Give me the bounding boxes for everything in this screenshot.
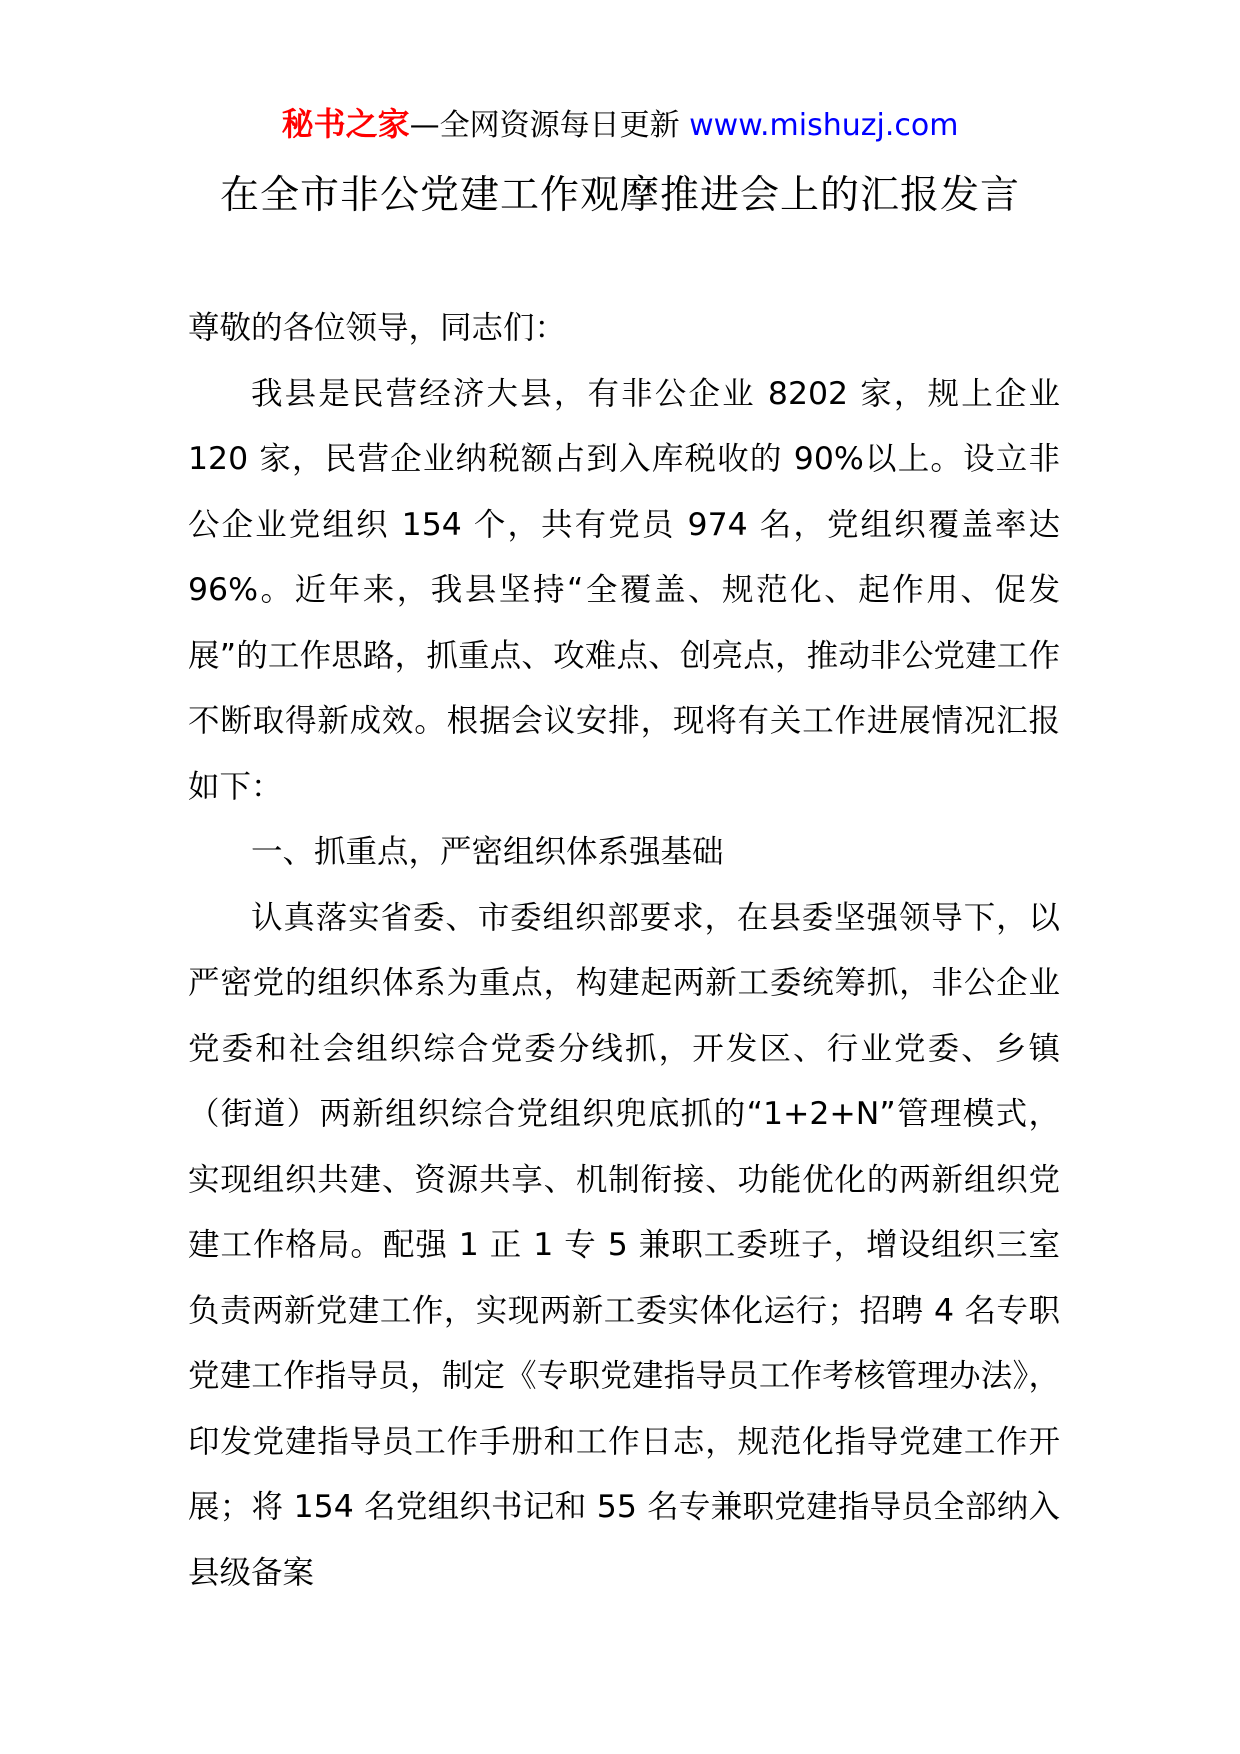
document-title: 在全市非公党建工作观摩推进会上的汇报发言 <box>219 173 1020 218</box>
section-heading-1: 一、抓重点，严密组织体系强基础 <box>251 834 724 870</box>
header-tagline: —全网资源每日更新 <box>409 108 690 143</box>
brand-name: 秘书之家 <box>281 105 410 143</box>
body-paragraph-intro: 我县是民营经济大县，有非公企业 8202 家，规上企业 120 家，民营企业纳税额占到入库税收的 90%以上。设立非公企业党组织 154 个，共有党员 974 名，党组织覆盖率达 96%。近年来，我县坚持“全覆盖、规范化、起作用、促发展”的工作思路，抓重点、攻难点、创亮点，推动非公党建工作不断取得新成效。根据会议安排，现将有关工作进展情况汇报如下： <box>188 375 1060 805</box>
site-url-link[interactable]: www.mishuzj.com <box>689 108 959 143</box>
site-header <box>0 102 1240 148</box>
salutation: 尊敬的各位领导，同志们： <box>188 310 567 346</box>
body-paragraph-section-1: 认真落实省委、市委组织部要求，在县委坚强领导下，以严密党的组织体系为重点，构建起两新工委统筹抓，非公企业党委和社会组织综合党委分线抓，开发区、行业党委、乡镇（街道）两新组织综合党组织兜底抓的“1+2+N”管理模式，实现组织共建、资源共享、机制衔接、功能优化的两新组织党建工作格局。配强 1 正 1 专 5 兼职工委班子，增设组织三室负责两新党建工作，实现两新工委实体化运行；招聘 4 名专职党建工作指导员，制定《专职党建指导员工作考核管理办法》，印发党建指导员工作手册和工作日志，规范化指导党建工作开展；将 154 名党组织书记和 55 名专兼职党建指导员全部纳入县级备案 <box>188 899 1060 1591</box>
document-body <box>188 296 1060 1606</box>
